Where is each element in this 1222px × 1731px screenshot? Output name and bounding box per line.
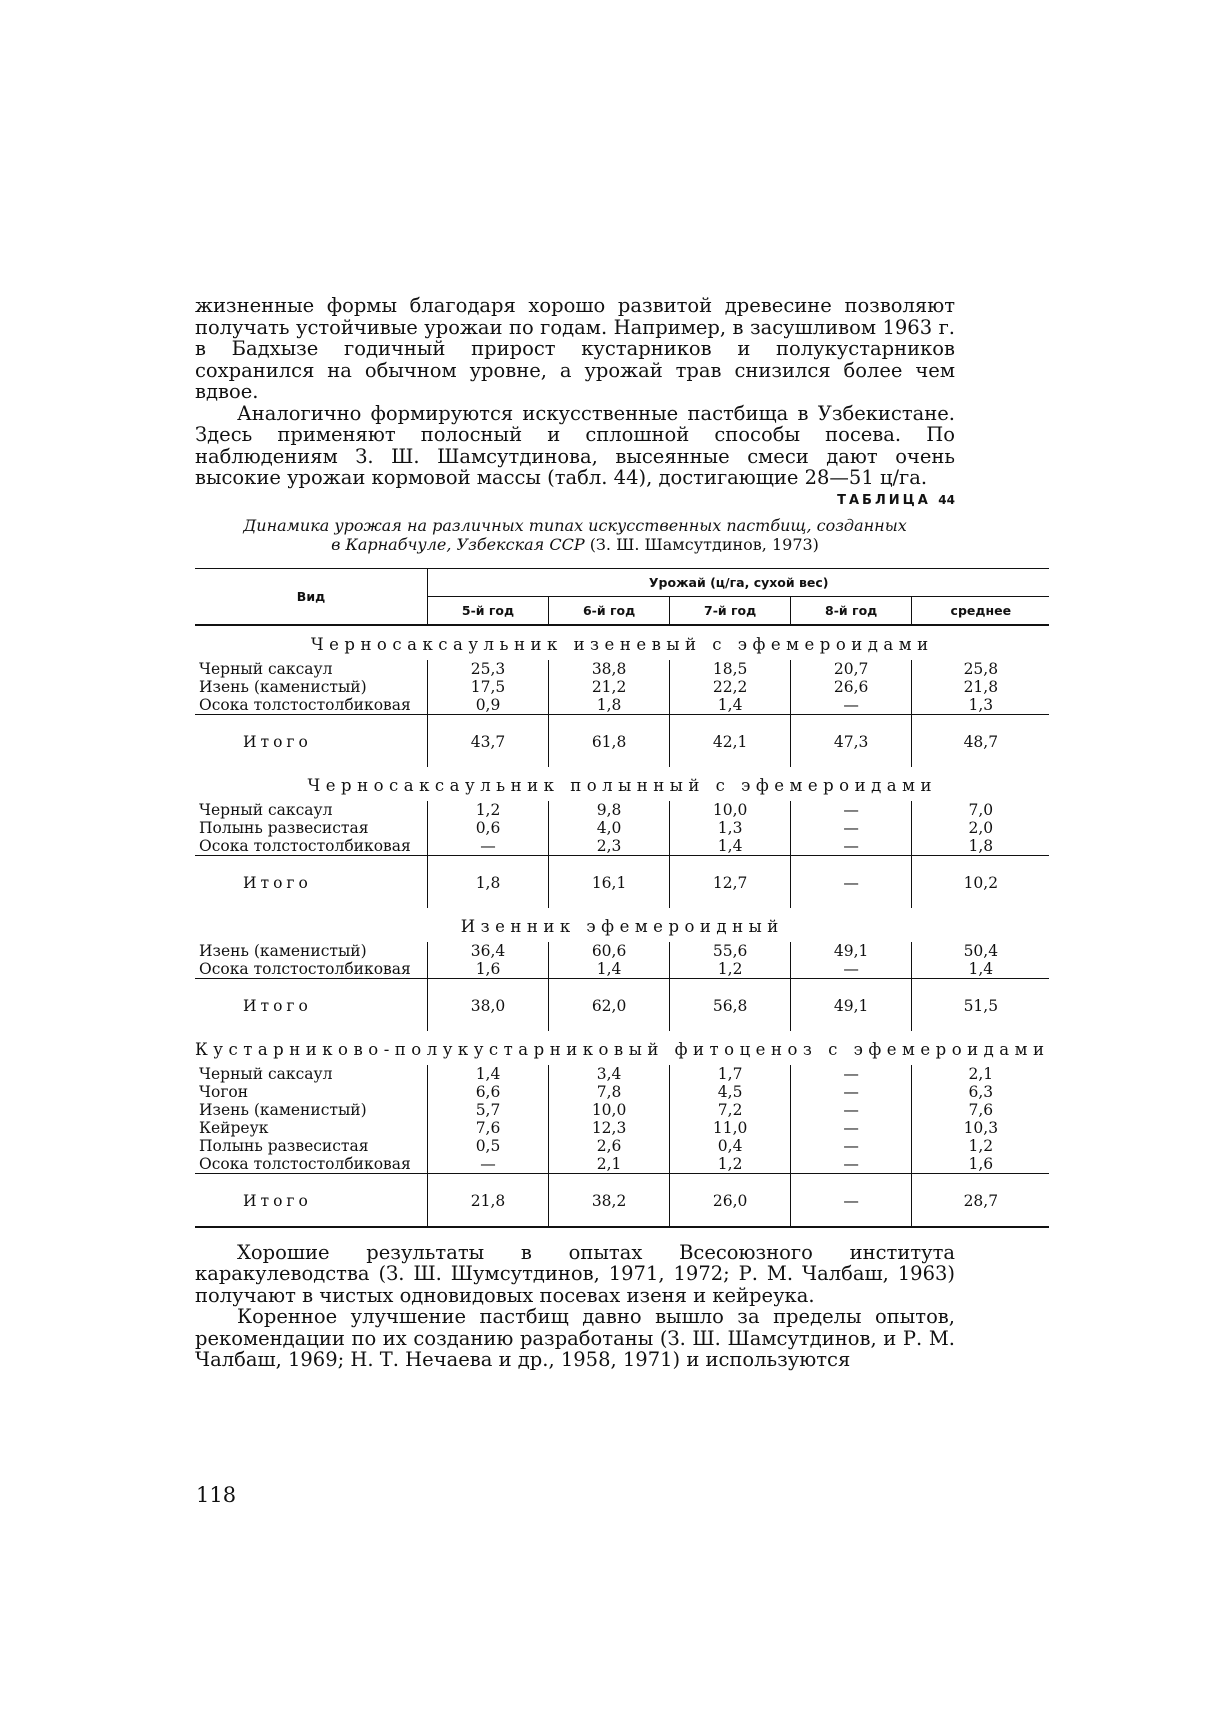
table-row xyxy=(195,696,1049,715)
total-value: 61,8 xyxy=(549,714,670,767)
cell-value: 21,2 xyxy=(549,678,670,696)
section-row xyxy=(195,767,1049,801)
cell-value: 9,8 xyxy=(549,801,670,819)
cell-value: 25,8 xyxy=(963,659,999,678)
outro-paragraph-2: Коренное улучшение пастбищ давно вышло за пределы опытов, рекомендации по их созданию разработаны (З. Ш. Шамсутдинов, и Р. М. Чалбаш, 1969; Н. Т. Нечаева и др., 1958, 1971) и используются xyxy=(195,1305,955,1371)
table-caption xyxy=(195,516,955,554)
cell-value: 1,4 xyxy=(968,959,994,978)
cell-value: 60,6 xyxy=(549,942,670,960)
table-row xyxy=(195,1137,1049,1155)
table-row xyxy=(195,819,1049,837)
total-value: — xyxy=(791,1173,912,1227)
caption-line-2: в Карнабчуле, Узбекская ССР xyxy=(331,534,585,554)
outro-paragraph-1: Хорошие результаты в опытах Всесоюзного института каракулеводства (З. Ш. Шумсутдинов, 1971, 1972; Р. М. Чалбаш, 1963) получают в чистых одновидовых посевах изеня и кейреука. xyxy=(195,1240,955,1307)
cell-value: 2,3 xyxy=(549,837,670,856)
cell-value: 17,5 xyxy=(428,678,549,696)
total-value: 16,1 xyxy=(549,855,670,908)
cell-value: — xyxy=(791,960,912,979)
cell-value: 1,8 xyxy=(968,836,994,855)
species-name: Чогон xyxy=(195,1083,428,1101)
cell-value: 1,4 xyxy=(670,837,791,856)
cell-value: — xyxy=(791,801,912,819)
table-label-text: ТАБЛИЦА xyxy=(837,492,931,508)
cell-value: 18,5 xyxy=(670,660,791,678)
cell-value: 10,0 xyxy=(549,1101,670,1119)
table-row xyxy=(195,1155,1049,1174)
cell-value: 0,5 xyxy=(428,1137,549,1155)
table-row xyxy=(195,678,1049,696)
cell-value: — xyxy=(791,837,912,856)
total-label: Итого xyxy=(195,714,428,767)
cell-value: 12,3 xyxy=(549,1119,670,1137)
total-row xyxy=(195,855,1049,908)
intro-paragraph-2: Аналогично формируются искусственные пастбища в Узбекистане. Здесь применяют полосный и сплошной способы посева. По наблюдениям З. Ш. Шамсутдинова, высеянные смеси дают очень высокие урожаи кормовой массы (табл. 44), достигающие 28—51 ц/га. xyxy=(195,401,955,489)
table-number: 44 xyxy=(938,492,955,507)
cell-value: 25,3 xyxy=(428,660,549,678)
cell-value: 1,7 xyxy=(670,1065,791,1083)
total-value: 38,2 xyxy=(549,1173,670,1227)
cell-value: 36,4 xyxy=(428,942,549,960)
cell-value: 38,8 xyxy=(549,660,670,678)
total-value: 51,5 xyxy=(912,978,1050,1031)
table-label xyxy=(195,493,955,508)
species-name: Осока толстостолбиковая xyxy=(195,696,428,715)
cell-value: 2,0 xyxy=(968,818,994,837)
cell-value: 1,4 xyxy=(549,960,670,979)
total-value: 42,1 xyxy=(670,714,791,767)
total-value: 38,0 xyxy=(428,978,549,1031)
table-row xyxy=(195,1083,1049,1101)
cell-value: 10,0 xyxy=(670,801,791,819)
cell-value: 7,8 xyxy=(549,1083,670,1101)
cell-value: 2,6 xyxy=(549,1137,670,1155)
cell-value: 1,4 xyxy=(428,1065,549,1083)
total-value: 48,7 xyxy=(912,714,1050,767)
cell-value: 1,2 xyxy=(670,1155,791,1174)
total-row xyxy=(195,978,1049,1031)
cell-value: — xyxy=(791,819,912,837)
page-content xyxy=(195,294,1050,1371)
table-row xyxy=(195,837,1049,856)
table-row xyxy=(195,660,1049,678)
table-row xyxy=(195,960,1049,979)
cell-value: 21,8 xyxy=(963,677,999,696)
section-title: Изенник эфемероидный xyxy=(460,916,784,936)
section-row xyxy=(195,1031,1049,1065)
col-header: 7-й год xyxy=(670,596,791,625)
caption-line-1: Динамика урожая на различных типах искусственных пастбищ, созданных xyxy=(243,515,907,535)
cell-value: — xyxy=(791,1083,912,1101)
cell-value: — xyxy=(791,1065,912,1083)
species-name: Осока толстостолбиковая xyxy=(195,960,428,979)
col-header: среднее xyxy=(950,602,1012,618)
cell-value: — xyxy=(791,1119,912,1137)
total-value: 62,0 xyxy=(549,978,670,1031)
cell-value: 10,3 xyxy=(963,1118,999,1137)
species-name: Полынь развесистая xyxy=(195,1137,428,1155)
page-number: 118 xyxy=(196,1483,237,1507)
total-value: 49,1 xyxy=(791,978,912,1031)
table-body xyxy=(195,625,1049,1227)
total-value: 10,2 xyxy=(912,855,1050,908)
col-header-group: Урожай (ц/га, сухой вес) xyxy=(428,568,1050,596)
col-header: 8-й год xyxy=(791,596,912,625)
cell-value: 0,6 xyxy=(428,819,549,837)
section-title: Черносаксаульник изеневый с эфемероидами xyxy=(310,634,934,654)
total-value: 28,7 xyxy=(912,1173,1050,1227)
cell-value: 1,6 xyxy=(428,960,549,979)
cell-value: 3,4 xyxy=(549,1065,670,1083)
cell-value: 49,1 xyxy=(791,942,912,960)
cell-value: 2,1 xyxy=(549,1155,670,1174)
total-label: Итого xyxy=(195,978,428,1031)
cell-value: 2,1 xyxy=(968,1064,994,1083)
species-name: Черный саксаул xyxy=(195,1065,428,1083)
cell-value: — xyxy=(791,1137,912,1155)
total-value: 56,8 xyxy=(670,978,791,1031)
species-name: Полынь развесистая xyxy=(195,819,428,837)
col-header-species: Вид xyxy=(195,568,428,625)
section-row xyxy=(195,908,1049,942)
cell-value: 6,6 xyxy=(428,1083,549,1101)
total-row xyxy=(195,1173,1049,1227)
cell-value: 1,2 xyxy=(968,1136,994,1155)
table-row xyxy=(195,1101,1049,1119)
cell-value: 4,5 xyxy=(670,1083,791,1101)
species-name: Изень (каменистый) xyxy=(195,942,428,960)
cell-value: 6,3 xyxy=(968,1082,994,1101)
cell-value: 4,0 xyxy=(549,819,670,837)
cell-value: 7,6 xyxy=(968,1100,994,1119)
table-row xyxy=(195,1065,1049,1083)
cell-value: — xyxy=(791,696,912,715)
cell-value: 5,7 xyxy=(428,1101,549,1119)
cell-value: 7,2 xyxy=(670,1101,791,1119)
total-value: 43,7 xyxy=(428,714,549,767)
cell-value: 7,6 xyxy=(428,1119,549,1137)
intro-paragraph-1: жизненные формы благодаря хорошо развитой древесине позволяют получать устойчивые урожаи по годам. Например, в засушливом 1963 г. в Бадхызе годичный прирост кустарников и полукустарников сохранился на обычном уровне, а урожай трав снизился более чем вдвое. xyxy=(195,294,955,403)
species-name: Осока толстостолбиковая xyxy=(195,1155,428,1174)
total-value: 1,8 xyxy=(428,855,549,908)
cell-value: 7,0 xyxy=(968,800,994,819)
total-value: 47,3 xyxy=(791,714,912,767)
cell-value: 1,4 xyxy=(670,696,791,715)
species-name: Осока толстостолбиковая xyxy=(195,837,428,856)
cell-value: 1,2 xyxy=(428,801,549,819)
total-row xyxy=(195,714,1049,767)
cell-value: 1,3 xyxy=(670,819,791,837)
cell-value: 1,8 xyxy=(549,696,670,715)
cell-value: — xyxy=(791,1155,912,1174)
col-header: 5-й год xyxy=(428,596,549,625)
cell-value: — xyxy=(791,1101,912,1119)
cell-value: 11,0 xyxy=(670,1119,791,1137)
caption-source: (З. Ш. Шамсутдинов, 1973) xyxy=(589,534,819,554)
cell-value: 1,3 xyxy=(968,695,994,714)
cell-value: 0,9 xyxy=(428,696,549,715)
yield-table xyxy=(195,568,1049,1228)
cell-value: — xyxy=(428,837,549,856)
table-row xyxy=(195,801,1049,819)
total-label: Итого xyxy=(195,1173,428,1227)
cell-value: 20,7 xyxy=(791,660,912,678)
species-name: Изень (каменистый) xyxy=(195,678,428,696)
cell-value: — xyxy=(428,1155,549,1174)
cell-value: 26,6 xyxy=(791,678,912,696)
total-value: — xyxy=(791,855,912,908)
table-row xyxy=(195,1119,1049,1137)
cell-value: 1,2 xyxy=(670,960,791,979)
section-title: Черносаксаульник полынный с эфемероидами xyxy=(307,775,937,795)
species-name: Черный саксаул xyxy=(195,801,428,819)
section-title: Кустарниково-полукустарниковый фитоценоз с эфемероидами xyxy=(195,1039,1050,1059)
cell-value: 22,2 xyxy=(670,678,791,696)
total-value: 26,0 xyxy=(670,1173,791,1227)
cell-value: 1,6 xyxy=(968,1154,994,1173)
table-row xyxy=(195,942,1049,960)
col-header: 6-й год xyxy=(549,596,670,625)
section-row xyxy=(195,625,1049,660)
cell-value: 50,4 xyxy=(963,941,999,960)
cell-value: 0,4 xyxy=(670,1137,791,1155)
total-value: 21,8 xyxy=(428,1173,549,1227)
total-value: 12,7 xyxy=(670,855,791,908)
species-name: Кейреук xyxy=(195,1119,428,1137)
total-label: Итого xyxy=(195,855,428,908)
cell-value: 55,6 xyxy=(670,942,791,960)
species-name: Черный саксаул xyxy=(195,660,428,678)
species-name: Изень (каменистый) xyxy=(195,1101,428,1119)
